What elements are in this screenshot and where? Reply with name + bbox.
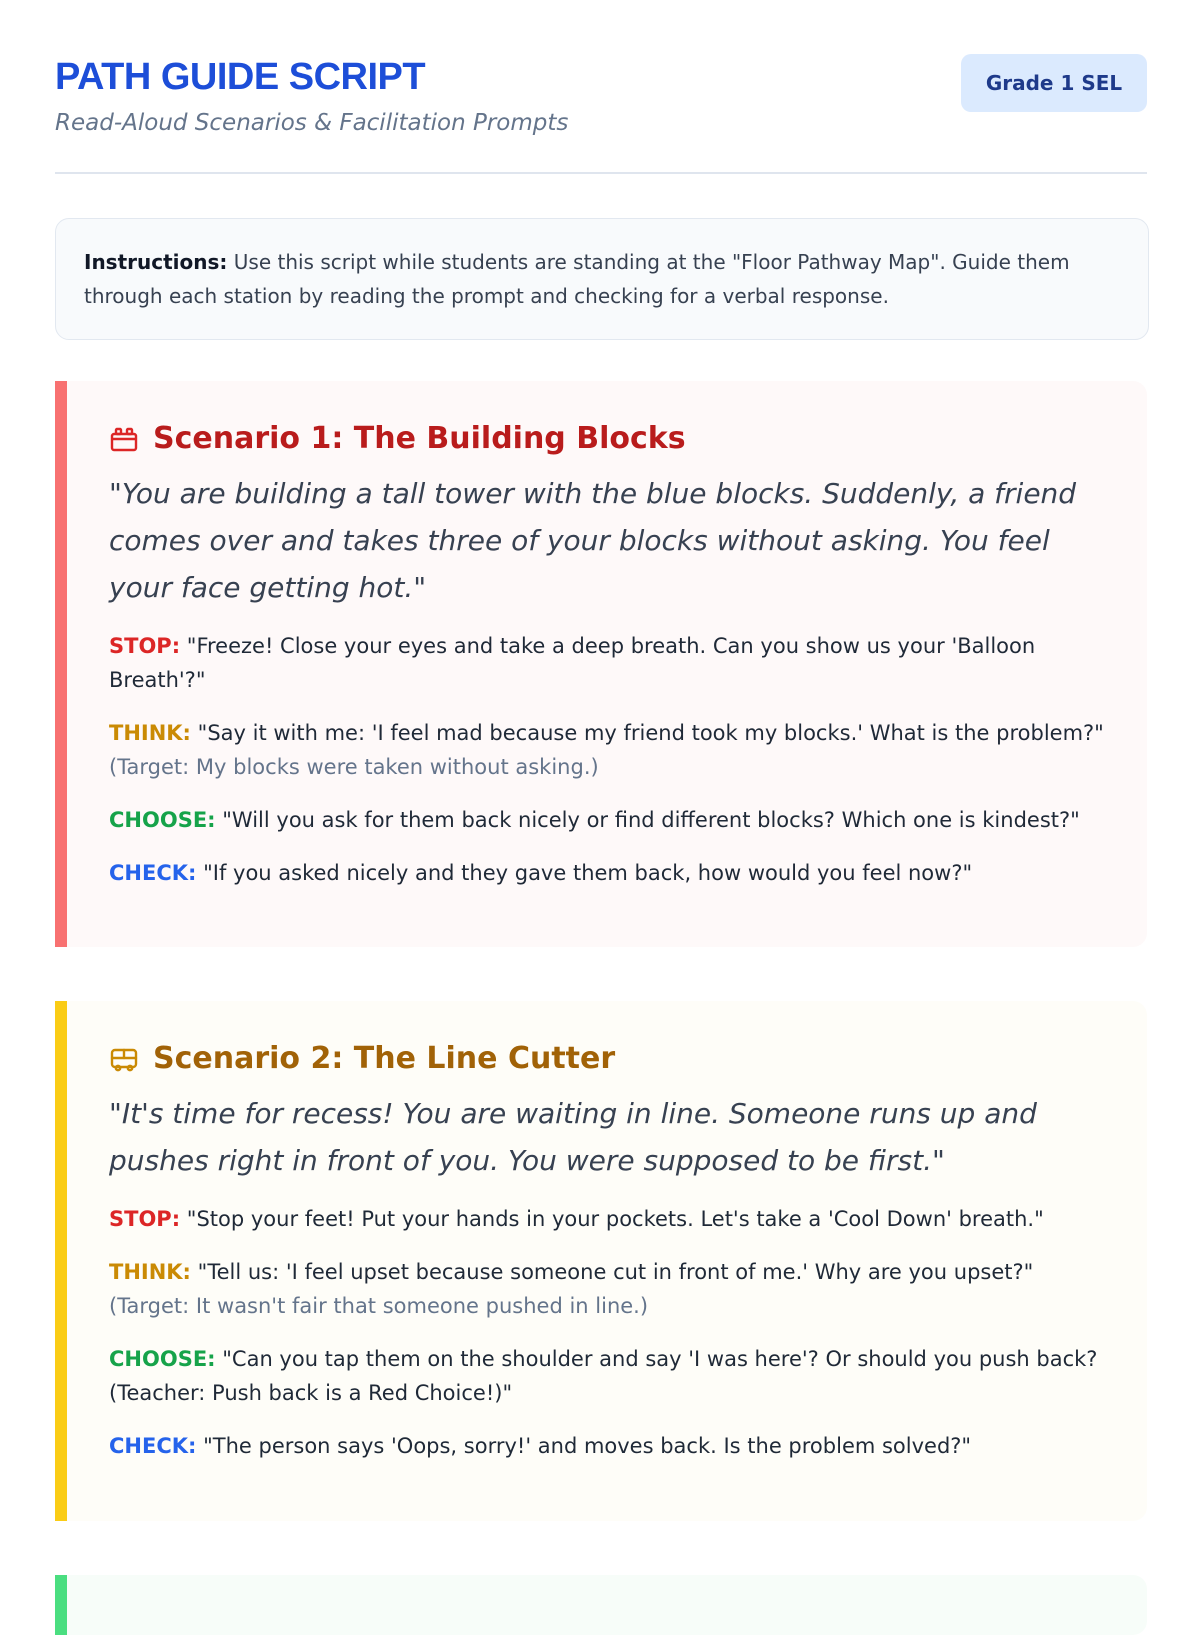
- scenario-2-stop: [109, 1202, 1107, 1236]
- stop-label: STOP:: [109, 634, 181, 658]
- think-text: "Say it with me: 'I feel mad because my friend took my blocks.' What is the problem?": [197, 721, 1104, 745]
- instructions-box: [55, 218, 1149, 340]
- scenario-2-think: [109, 1255, 1107, 1323]
- choose-label: CHOOSE:: [109, 808, 216, 832]
- scenario-card-2: [55, 1001, 1147, 1521]
- instructions-text: Use this script while students are standing at the "Floor Pathway Map". Guide them through each station by reading the prompt and checking for a verbal response.: [84, 250, 1070, 308]
- scenario-1-accent-bar: [55, 381, 67, 947]
- scenario-1-text: "You are building a tall tower with the blue blocks. Suddenly, a friend comes over and takes three of your blocks without asking. You feel your face getting hot.": [109, 477, 1077, 604]
- think-target: (Target: It wasn't fair that someone pushed in line.): [109, 1294, 649, 1318]
- scenario-1-think: [109, 716, 1107, 784]
- check-label: CHECK:: [109, 1434, 197, 1458]
- page-subtitle: Read-Aloud Scenarios & Facilitation Prompts: [55, 110, 569, 136]
- scenario-card-1: [55, 381, 1147, 947]
- scenario-1-choose: [109, 803, 1107, 837]
- scenario-card-3: [55, 1575, 1147, 1635]
- scenario-2-check: [109, 1429, 1107, 1463]
- stop-text: "Freeze! Close your eyes and take a deep breath. Can you show us your 'Balloon Breath'?": [109, 634, 1036, 692]
- think-label: THINK:: [109, 721, 191, 745]
- instructions-label: Instructions:: [84, 250, 228, 274]
- choose-text: "Will you ask for them back nicely or find different blocks? Which one is kindest?": [222, 808, 1080, 832]
- blocks-icon: [109, 424, 139, 454]
- scenario-1-stop: [109, 629, 1107, 697]
- scenario-2-choose: [109, 1342, 1107, 1410]
- stop-label: STOP:: [109, 1207, 181, 1231]
- scenario-2-title: Scenario 2: The Line Cutter: [153, 1041, 616, 1076]
- bus-icon: [109, 1044, 139, 1074]
- scenario-3-accent-bar: [55, 1575, 67, 1635]
- scenario-2-accent-bar: [55, 1001, 67, 1521]
- page-title: PATH GUIDE SCRIPT: [55, 56, 426, 98]
- scenario-2-title-row: [109, 1041, 1107, 1076]
- think-text: "Tell us: 'I feel upset because someone cut in front of me.' Why are you upset?": [197, 1260, 1034, 1284]
- scenario-2-text: "It's time for recess! You are waiting in line. Someone runs up and pushes right in front of you. You were supposed to be first.": [109, 1097, 1037, 1177]
- header: [55, 52, 1147, 174]
- check-text: "The person says 'Oops, sorry!' and moves back. Is the problem solved?": [203, 1434, 972, 1458]
- check-label: CHECK:: [109, 861, 197, 885]
- scenario-1-title-row: [109, 421, 1107, 456]
- choose-label: CHOOSE:: [109, 1347, 216, 1371]
- check-text: "If you asked nicely and they gave them back, how would you feel now?": [203, 861, 973, 885]
- scenario-1-title: Scenario 1: The Building Blocks: [153, 421, 686, 456]
- choose-text: "Can you tap them on the shoulder and say 'I was here'? Or should you push back? (Teacher: Push back is a Red Choice!)": [109, 1347, 1098, 1405]
- grade-badge: Grade 1 SEL: [961, 54, 1147, 112]
- scenario-1-check: [109, 856, 1107, 890]
- think-label: THINK:: [109, 1260, 191, 1284]
- stop-text: "Stop your feet! Put your hands in your pockets. Let's take a 'Cool Down' breath.": [186, 1207, 1044, 1231]
- think-target: (Target: My blocks were taken without asking.): [109, 755, 599, 779]
